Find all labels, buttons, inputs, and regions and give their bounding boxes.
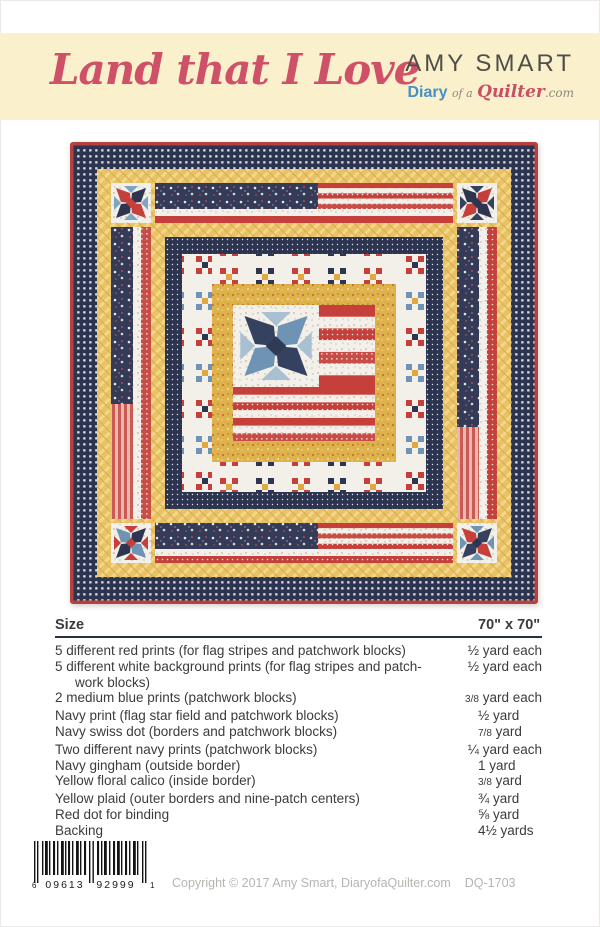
material-row: [55, 643, 542, 659]
material-quantity: 1 yard: [478, 757, 516, 773]
material-label: 2 medium blue prints (patchwork blocks): [55, 690, 297, 706]
barcode-digit-left: 6: [32, 881, 37, 890]
pattern-title: Land that I Love: [50, 45, 420, 94]
material-quantity: ½ yard: [478, 708, 520, 724]
barcode-group2: 92999: [96, 879, 136, 891]
materials-rows: [55, 643, 542, 839]
material-label: Navy gingham (outside border): [55, 757, 241, 773]
size-value: 70" x 70": [478, 617, 541, 633]
brand-block: [405, 50, 574, 102]
copyright-line: [172, 876, 516, 890]
barcode-group1: 09613: [45, 879, 85, 891]
site-word-ofa: of a: [451, 87, 473, 100]
material-label: Red dot for binding: [55, 806, 170, 822]
barcode-digit-right: 1: [150, 881, 155, 890]
header-band: [0, 33, 600, 120]
material-row: [55, 807, 542, 823]
material-label: 5 different red prints (for flag stripes and patchwork blocks): [55, 643, 406, 658]
material-quantity: ½ yard each: [467, 643, 542, 658]
brand-website: [405, 82, 574, 102]
material-label: Yellow floral calico (inside border): [55, 773, 256, 789]
material-row: [55, 724, 542, 742]
designer-name: AMY SMART: [405, 50, 574, 77]
material-row: [55, 823, 542, 839]
site-word-quilter: Quilter: [477, 82, 545, 102]
material-quantity: 7/8 yard: [478, 723, 522, 739]
material-row: [55, 690, 542, 708]
material-quantity: 3/8 yard each: [465, 690, 542, 706]
left-pieced-column: [111, 227, 151, 519]
quilt-photo: [70, 142, 538, 604]
upc-barcode: [32, 841, 158, 891]
size-label: Size: [55, 617, 85, 633]
material-label: 5 different white background prints (for flag stripes and patch- work blocks): [55, 658, 422, 690]
material-label: Navy print (flag star field and patchwork blocks): [55, 708, 339, 724]
right-pieced-column: [457, 227, 497, 519]
material-quantity: 3/8 yard: [478, 773, 522, 789]
material-quantity: ⅝ yard: [478, 806, 520, 822]
material-quantity: ½ yard each: [467, 658, 542, 674]
materials-table: [55, 617, 542, 839]
material-quantity: ¼ yard each: [467, 741, 542, 757]
material-label: Yellow plaid (outer borders and nine-patch centers): [55, 791, 360, 807]
copyright-text: Copyright © 2017 Amy Smart, DiaryofaQuilter.com: [172, 876, 451, 890]
center-flag-block: [233, 305, 375, 441]
bottom-flag-strip: [155, 523, 453, 563]
material-label: Backing: [55, 822, 104, 838]
top-flag-strip: [155, 183, 453, 223]
material-quantity: ¾ yard: [478, 791, 520, 807]
material-label: Navy swiss dot (borders and patchwork blocks): [55, 723, 338, 739]
material-row: [55, 758, 542, 774]
item-code: DQ-1703: [464, 876, 516, 890]
material-row: [55, 773, 542, 791]
material-row: [55, 659, 542, 691]
material-row: [55, 708, 542, 724]
material-label: Two different navy prints (patchwork blocks): [55, 741, 318, 757]
site-word-diary: Diary: [407, 84, 448, 101]
material-row: [55, 791, 542, 807]
materials-header: [55, 617, 542, 638]
material-row: [55, 742, 542, 758]
material-quantity: 4½ yards: [478, 822, 534, 838]
site-word-com: .com: [544, 86, 574, 100]
